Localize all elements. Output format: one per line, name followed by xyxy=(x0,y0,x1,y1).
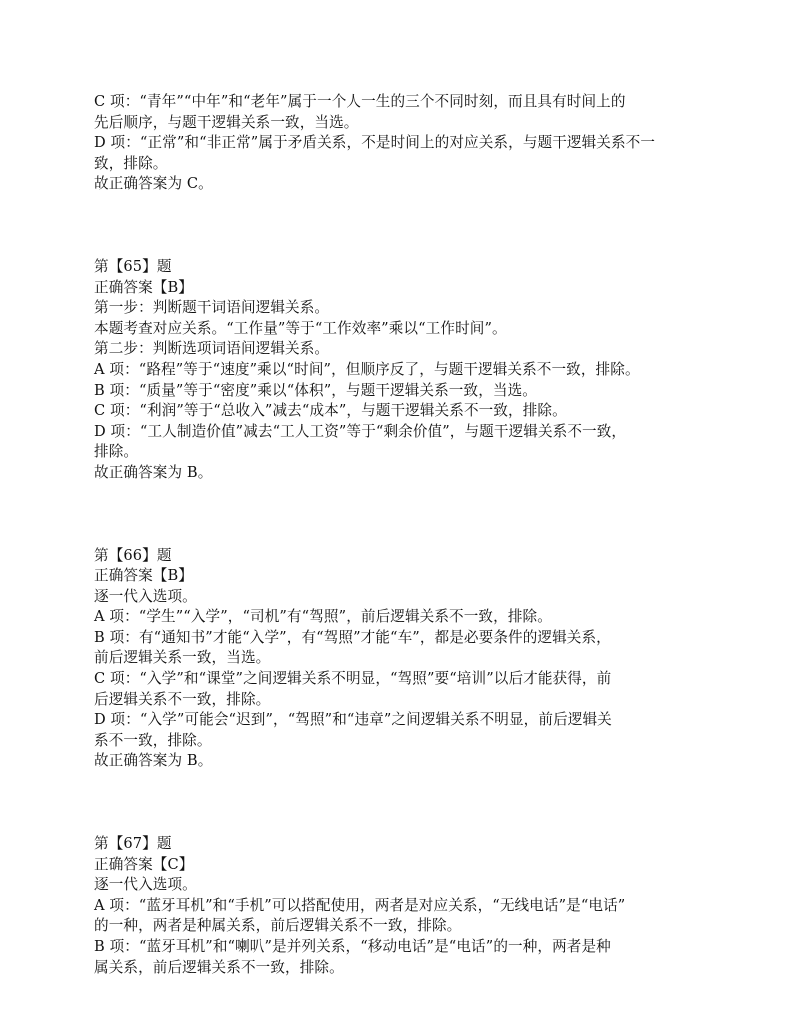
text-line: 前后逻辑关系一致，当选。 xyxy=(94,649,271,667)
question-66-section xyxy=(94,546,724,773)
text-line: 系不一致，排除。 xyxy=(94,731,212,749)
option-b-line: B 项：“质量”等于“密度”乘以“体积”，与题干逻辑关系一致，当选。 xyxy=(94,381,537,399)
option-d-line: D 项：“工人制造价值”减去“工人工资”等于“剩余价值”，与题干逻辑关系不一致， xyxy=(94,422,627,440)
text-line: C 项：“青年”“中年”和“老年”属于一个人一生的三个不同时刻，而且具有时间上的 xyxy=(94,93,626,110)
question-heading: 第【65】题 xyxy=(94,257,172,275)
text-line: 排除。 xyxy=(94,443,139,461)
option-a-line: A 项：“学生”“入学”，“司机”有“驾照”，前后逻辑关系不一致，排除。 xyxy=(94,608,552,626)
question-heading: 第【67】题 xyxy=(94,835,172,853)
option-c-line: C 项：“入学”和“课堂”之间逻辑关系不明显，“驾照”要“培训”以后才能获得，前 xyxy=(94,670,612,688)
option-b-line: B 项：“蓝牙耳机”和“喇叭”是并列关系，“移动电话”是“电话”的一种，两者是种 xyxy=(94,938,611,955)
question-67-section xyxy=(94,834,724,978)
answer-line: 故正确答案为 C。 xyxy=(94,175,213,193)
text-line: 第二步：判断选项词语间逻辑关系。 xyxy=(94,340,330,358)
correct-answer-line: 正确答案【C】 xyxy=(94,855,194,873)
section-gap xyxy=(94,484,724,546)
question-heading: 第【66】题 xyxy=(94,546,172,564)
text-line: 后逻辑关系不一致，排除。 xyxy=(94,690,271,708)
text-line: 第一步：判断题干词语间逻辑关系。 xyxy=(94,299,330,317)
answer-line: 故正确答案为 B。 xyxy=(94,463,213,481)
text-line: 先后顺序，与题干逻辑关系一致，当选。 xyxy=(94,113,359,131)
correct-answer-line: 正确答案【B】 xyxy=(94,567,193,585)
answer-line: 故正确答案为 B。 xyxy=(94,752,213,770)
question-65-section xyxy=(94,257,724,484)
option-d-line: D 项：“入学”可能会“迟到”，“驾照”和“违章”之间逻辑关系不明显，前后逻辑关 xyxy=(94,711,612,729)
intro-section xyxy=(94,92,724,195)
correct-answer-line: 正确答案【B】 xyxy=(94,278,193,296)
text-line: 逐一代入选项。 xyxy=(94,587,197,605)
option-a-line: A 项：“路程”等于“速度”乘以“时间”，但顺序反了，与题干逻辑关系不一致，排除。 xyxy=(94,360,640,378)
section-gap xyxy=(94,195,724,257)
section-gap xyxy=(94,772,724,834)
text-line: 本题考查对应关系。“工作量”等于“工作效率”乘以“工作时间”。 xyxy=(94,319,507,337)
option-c-line: C 项：“利润”等于“总收入”减去“成本”，与题干逻辑关系不一致，排除。 xyxy=(94,402,567,420)
text-line: 逐一代入选项。 xyxy=(94,876,197,894)
text-line: D 项：“正常”和“非正常”属于矛盾关系，不是时间上的对应关系，与题干逻辑关系不一 xyxy=(94,134,656,152)
document-page xyxy=(94,92,724,978)
text-line: 致，排除。 xyxy=(94,154,168,172)
option-b-line: B 项：有“通知书”才能“入学”，有“驾照”才能“车”，都是必要条件的逻辑关系， xyxy=(94,628,611,646)
text-line: 属关系，前后逻辑关系不一致，排除。 xyxy=(94,958,344,976)
option-a-line: A 项：“蓝牙耳机”和“手机”可以搭配使用，两者是对应关系，“无线电话”是“电话” xyxy=(94,896,626,914)
text-line: 的一种，两者是种属关系，前后逻辑关系不一致，排除。 xyxy=(94,917,462,935)
